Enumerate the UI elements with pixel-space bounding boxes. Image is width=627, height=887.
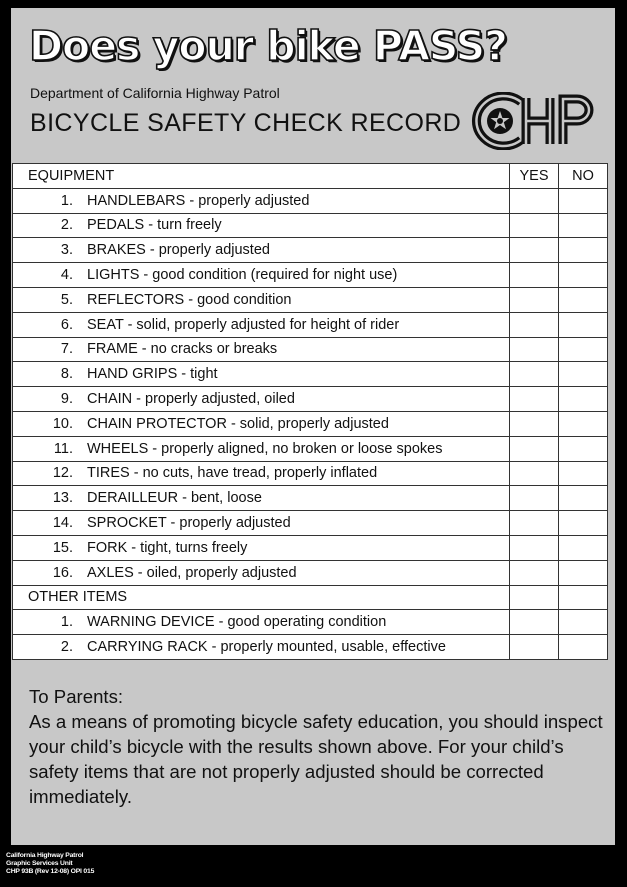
item-number: 4. [60,267,73,284]
item-description: - good operating condition [214,614,387,631]
item-number: 9. [60,391,73,408]
item-name: CHAIN [87,391,133,408]
no-checkbox-cell[interactable] [559,263,608,288]
item-name: AXLES [87,564,134,581]
item-name: BRAKES [87,242,146,259]
no-column-header: NO [559,164,608,189]
checklist-row [13,535,608,560]
department-name: Department of California Highway Patrol [30,85,280,101]
yes-checkbox-cell[interactable] [510,238,559,263]
item-description: - good condition (required for night use) [139,267,398,284]
item-number: 16. [52,564,73,581]
parents-note [29,684,609,809]
item-name: SPROCKET [87,515,167,532]
safety-check-card [11,8,615,845]
item-description: - turn freely [144,217,222,234]
item-name: CARRYING RACK [87,639,208,656]
yes-checkbox-cell[interactable] [510,461,559,486]
other-items-header: OTHER ITEMS [28,589,128,606]
yes-checkbox-cell[interactable] [510,263,559,288]
yes-checkbox-cell[interactable] [510,337,559,362]
checklist-row [13,511,608,536]
no-checkbox-cell[interactable] [559,337,608,362]
no-checkbox-cell[interactable] [559,511,608,536]
checklist-row [13,263,608,288]
checklist-row [13,461,608,486]
item-number: 7. [60,341,73,358]
item-name: FRAME [87,341,138,358]
headline: Does your bike PASS? [29,22,507,70]
no-checkbox-cell[interactable] [559,535,608,560]
yes-checkbox-cell[interactable] [510,387,559,412]
yes-checkbox-cell[interactable] [510,312,559,337]
checklist-row [13,635,608,660]
item-number: 8. [60,366,73,383]
yes-checkbox-cell[interactable] [510,213,559,238]
item-name: LIGHTS [87,267,140,284]
checklist-row [13,610,608,635]
checklist-row [13,560,608,585]
no-checkbox-cell[interactable] [559,387,608,412]
safety-checklist-table [12,163,608,660]
yes-cell [510,585,559,610]
equipment-header: EQUIPMENT [28,167,115,184]
item-description: - properly adjusted, oiled [132,391,295,408]
item-number: 6. [60,316,73,333]
item-number: 2. [60,639,73,656]
item-description: - properly aligned, no broken or loose spokes [148,440,443,457]
item-number: 1. [60,192,73,209]
checklist-row [13,287,608,312]
item-description: - no cracks or breaks [137,341,278,358]
yes-checkbox-cell[interactable] [510,411,559,436]
item-name: PEDALS [87,217,145,234]
item-number: 5. [60,291,73,308]
checklist-row [13,337,608,362]
item-number: 3. [60,242,73,259]
checklist-row [13,436,608,461]
item-number: 12. [52,465,73,482]
checklist-row [13,213,608,238]
yes-checkbox-cell[interactable] [510,436,559,461]
footer-line: CHP 93B (Rev 12-08) OPI 015 [6,868,95,875]
yes-checkbox-cell[interactable] [510,362,559,387]
yes-checkbox-cell[interactable] [510,486,559,511]
checklist-row [13,312,608,337]
item-number: 15. [52,539,73,556]
item-number: 13. [52,490,73,507]
item-description: - properly adjusted [145,242,270,259]
item-description: - solid, properly adjusted for height of rider [123,316,400,333]
yes-checkbox-cell[interactable] [510,287,559,312]
item-name: FORK [87,539,128,556]
record-title: BICYCLE SAFETY CHECK RECORD [30,109,462,137]
yes-checkbox-cell[interactable] [510,635,559,660]
item-name: WHEELS [87,440,149,457]
item-name: CHAIN PROTECTOR [87,415,227,432]
item-number: 1. [60,614,73,631]
no-checkbox-cell[interactable] [559,461,608,486]
no-checkbox-cell[interactable] [559,486,608,511]
item-description: - oiled, properly adjusted [133,564,297,581]
item-description: - bent, loose [178,490,262,507]
item-name: HAND GRIPS [87,366,178,383]
footer-line: California Highway Patrol [6,852,84,859]
no-checkbox-cell[interactable] [559,635,608,660]
checklist-row [13,411,608,436]
item-name: WARNING DEVICE [87,614,215,631]
form-footer [6,852,94,876]
yes-checkbox-cell[interactable] [510,610,559,635]
star-badge-icon [487,108,513,134]
footer-line: Graphic Services Unit [6,860,73,867]
no-checkbox-cell[interactable] [559,362,608,387]
item-description: - properly adjusted [166,515,291,532]
item-description: - good condition [184,291,292,308]
yes-checkbox-cell[interactable] [510,560,559,585]
no-checkbox-cell[interactable] [559,188,608,213]
no-checkbox-cell[interactable] [559,287,608,312]
yes-checkbox-cell[interactable] [510,188,559,213]
item-description: - properly mounted, usable, effective [207,639,446,656]
no-checkbox-cell[interactable] [559,238,608,263]
no-checkbox-cell[interactable] [559,312,608,337]
item-name: DERAILLEUR [87,490,179,507]
checklist-row [13,362,608,387]
chp-logo [471,92,599,150]
other-items-header-row [13,585,608,610]
item-number: 11. [53,440,73,457]
yes-checkbox-cell[interactable] [510,511,559,536]
yes-checkbox-cell[interactable] [510,535,559,560]
item-number: 2. [60,217,73,234]
item-description: - properly adjusted [185,192,310,209]
parents-heading: To Parents: [29,686,124,707]
no-checkbox-cell[interactable] [559,411,608,436]
item-description: - solid, properly adjusted [226,415,389,432]
item-name: REFLECTORS [87,291,185,308]
item-description: - no cuts, have tread, properly inflated [129,465,378,482]
item-name: SEAT [87,316,124,333]
checklist-row [13,486,608,511]
checklist-row [13,238,608,263]
equipment-header-row [13,164,608,189]
parents-body: As a means of promoting bicycle safety education, you should inspect your child’s bicycle with the results shown above. For your child’s safety items that are not properly adjusted should be corrected immediately. [29,711,603,807]
item-number: 14. [52,515,73,532]
no-checkbox-cell[interactable] [559,560,608,585]
no-checkbox-cell[interactable] [559,436,608,461]
no-cell [559,585,608,610]
item-name: TIRES [87,465,130,482]
item-description: - tight, turns freely [127,539,248,556]
item-number: 10. [52,415,73,432]
item-description: - tight [177,366,218,383]
no-checkbox-cell[interactable] [559,213,608,238]
checklist-row [13,387,608,412]
no-checkbox-cell[interactable] [559,610,608,635]
yes-column-header: YES [510,164,559,189]
item-name: HANDLEBARS [87,192,186,209]
checklist-row [13,188,608,213]
